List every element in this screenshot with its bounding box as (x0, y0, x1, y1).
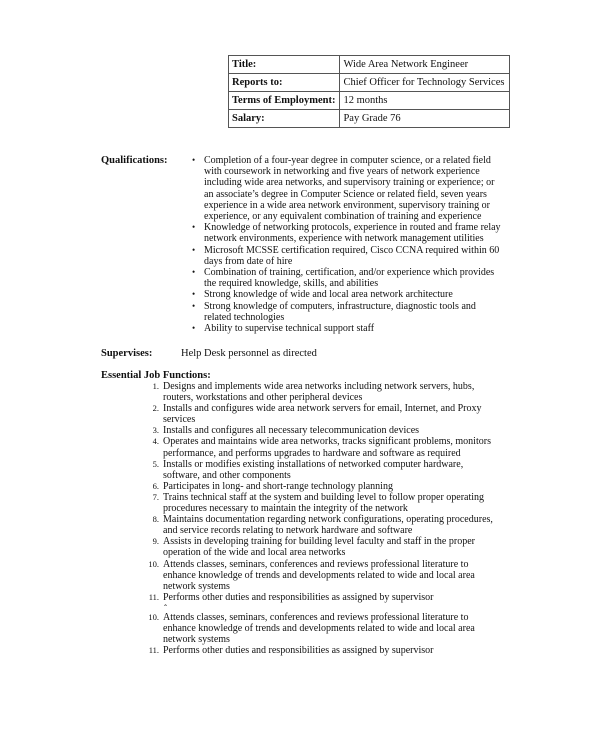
job-function-number: 11. (148, 591, 159, 602)
job-function-line: services (163, 414, 196, 426)
job-info-row (229, 56, 510, 74)
job-function-item (148, 612, 508, 646)
job-function-number: 9. (152, 536, 159, 547)
job-function-item (148, 558, 508, 592)
qualification-line: the required knowledge, skills, and abilities (204, 278, 379, 290)
job-function-item (152, 403, 508, 426)
bullet-icon: • (192, 300, 196, 311)
job-function-number: 5. (152, 458, 159, 469)
qualification-line: Strong knowledge of computers, infrastructure, diagnostic tools and (204, 300, 476, 312)
job-function-line: Performs other duties and responsibilities as assigned by supervisor (163, 591, 434, 603)
bullet-icon: • (192, 222, 196, 233)
qualification-line: Combination of training, certification, and/or experience which provides (204, 267, 495, 279)
job-function-item (152, 458, 508, 481)
job-function-line: enhance knowledge of trends and developments related to wide and local area (163, 623, 475, 635)
job-function-line: Participates in long- and short-range technology planning (163, 480, 393, 492)
job-function-item (152, 536, 508, 559)
qualifications-heading: Qualifications: (101, 155, 168, 166)
terms-value: 12 months (340, 92, 510, 110)
qualification-item (192, 289, 524, 301)
qualification-item (192, 300, 524, 323)
job-function-number: 10. (148, 612, 159, 622)
qualification-line: with coursework in networking and five years of network experience (204, 166, 480, 178)
job-function-item (148, 645, 508, 657)
job-function-item (152, 436, 508, 459)
job-function-line: routers, workstations and other peripheral devices (163, 392, 363, 404)
title-label: Title: (229, 56, 340, 74)
job-function-line: Installs and configures all necessary telecommunication devices (163, 425, 420, 437)
job-function-line: Trains technical staff at the system and building level to follow proper operating (163, 491, 485, 503)
essential-functions-repeat-list (148, 612, 508, 657)
job-function-line: Maintains documentation regarding network configurations, operating procedures, (163, 514, 493, 526)
job-function-item (152, 381, 508, 404)
reports-to-label: Reports to: (229, 74, 340, 92)
salary-label: Salary: (229, 110, 340, 128)
essential-functions-heading: Essential Job Functions: (101, 370, 211, 381)
bullet-icon: • (192, 323, 196, 334)
job-function-item (152, 491, 508, 515)
reports-to-value: Chief Officer for Technology Services (340, 74, 510, 92)
job-info-table (228, 55, 510, 128)
job-info-row (229, 92, 510, 110)
qualifications-list (192, 155, 524, 335)
job-function-number: 8. (152, 514, 159, 525)
qualification-line: Strong knowledge of wide and local area network architecture (204, 289, 453, 301)
job-function-line: Performs other duties and responsibilities as assigned by supervisor (163, 645, 434, 657)
bullet-icon: • (192, 289, 196, 300)
job-function-number: 6. (152, 480, 159, 491)
job-function-line: and service records relating to network hardware and software (163, 525, 413, 537)
bullet-icon: • (192, 244, 196, 255)
job-function-line: Installs or modifies existing installations of networked computer hardware, (163, 458, 464, 470)
qualification-line: experience, or any equivalent combination of training and experience (204, 211, 482, 223)
bullet-icon: • (192, 155, 196, 165)
qualification-line: Completion of a four-year degree in computer science, or a related field (204, 155, 491, 166)
job-function-item (148, 591, 508, 603)
job-function-number: 10. (148, 558, 159, 569)
job-function-line: operation of the wide and local area networks (163, 547, 346, 559)
job-function-line: Designs and implements wide area networks including network servers, hubs, (163, 381, 475, 392)
job-function-line: Installs and configures wide area network servers for email, Internet, and Proxy (163, 403, 482, 415)
qualification-item (192, 244, 524, 267)
qualification-line: including wide area networks, and supervisory training or experience; or (204, 177, 495, 189)
job-function-line: procedures necessary to maintain the integrity of the network (163, 503, 408, 515)
job-function-line: Attends classes, seminars, conferences and reviews professional literature to (163, 558, 469, 570)
job-function-line: software, and other components (163, 469, 291, 481)
job-function-line: Attends classes, seminars, conferences and reviews professional literature to (163, 612, 469, 623)
qualification-line: Ability to supervise technical support staff (204, 323, 375, 335)
supervises-text: Help Desk personnel as directed (181, 348, 317, 359)
job-function-line: enhance knowledge of trends and developments related to wide and local area (163, 569, 475, 581)
qualification-line: an associate’s degree in Computer Science or related field, seven years (204, 188, 487, 200)
qualification-item (192, 222, 524, 245)
supervises-heading: Supervises: (101, 348, 153, 359)
job-function-number: 11. (148, 645, 159, 656)
essential-functions-list (148, 381, 508, 603)
qualification-line: network environments, experience with network management utilities (204, 233, 484, 245)
job-function-item (152, 425, 508, 437)
salary-value: Pay Grade 76 (340, 110, 510, 128)
job-function-number: 3. (152, 425, 159, 436)
job-function-line: Operates and maintains wide area networks, tracks significant problems, monitors (163, 436, 491, 448)
job-function-line: performance, and performs upgrades to hardware and software as required (163, 447, 461, 459)
terms-label: Terms of Employment: (229, 92, 340, 110)
qualification-line: days from date of hire (204, 255, 293, 267)
job-info-row (229, 110, 510, 128)
job-function-number: 1. (152, 381, 159, 391)
job-function-line: Assists in developing training for building level faculty and staff in the proper (163, 536, 475, 548)
qualification-line: Knowledge of networking protocols, experience in routed and frame relay (204, 222, 501, 234)
insertion-caret-icon: ˆ (164, 603, 167, 613)
job-function-number: 4. (152, 436, 159, 447)
job-function-number: 2. (152, 403, 159, 414)
qualification-item (192, 323, 524, 335)
qualification-item (192, 155, 524, 223)
qualification-line: Microsoft MCSSE certification required, Cisco CCNA required within 60 (204, 244, 500, 256)
job-info-row (229, 74, 510, 92)
qualification-item (192, 267, 524, 290)
qualification-line: related technologies (204, 311, 285, 323)
job-function-item (152, 480, 508, 492)
job-function-line: network systems (163, 580, 230, 592)
title-value: Wide Area Network Engineer (340, 56, 510, 74)
bullet-icon: • (192, 267, 196, 278)
job-function-number: 7. (152, 491, 159, 502)
job-function-item (152, 514, 508, 537)
job-function-line: network systems (163, 634, 230, 646)
qualification-line: experience in a wide area network environment, supervisory training or (204, 199, 491, 211)
